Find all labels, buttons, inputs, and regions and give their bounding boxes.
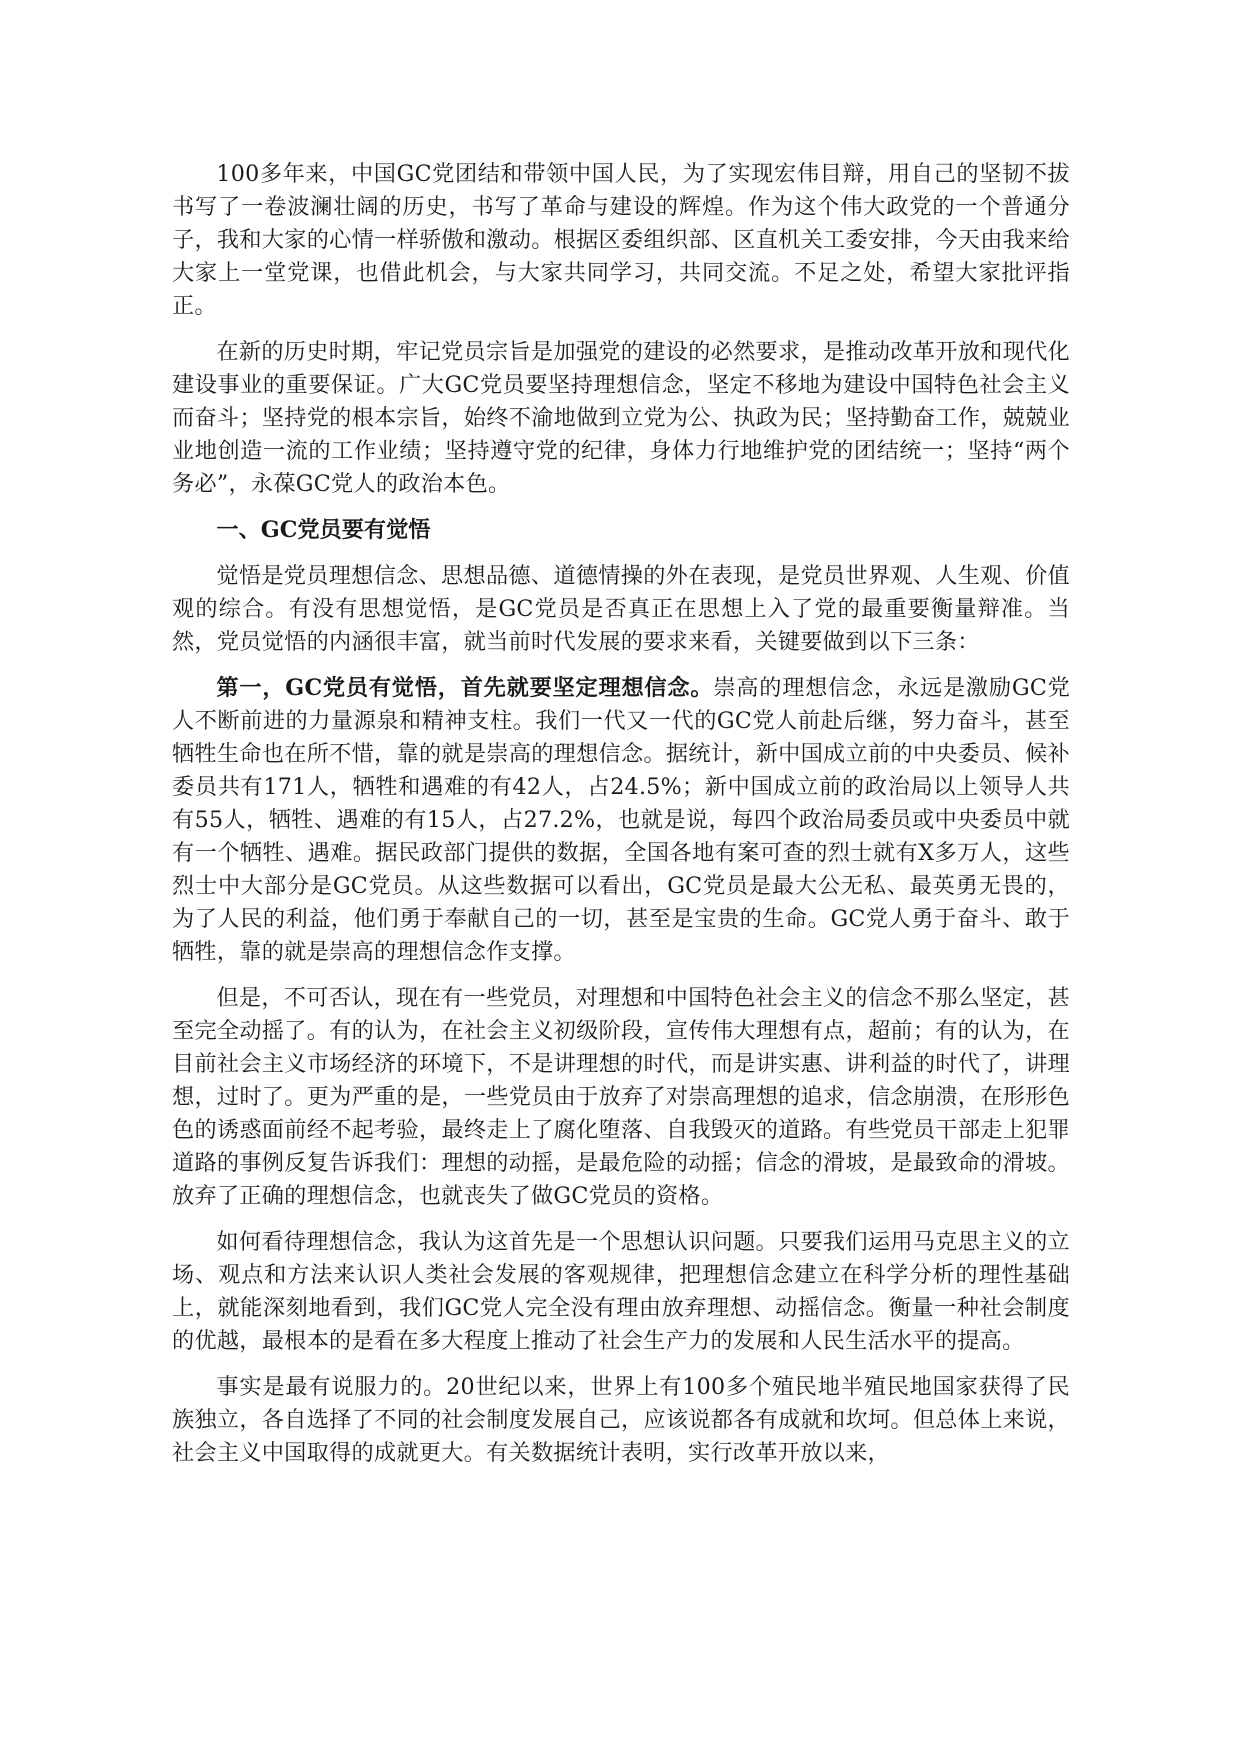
wavering-paragraph: 但是，不可否认，现在有一些党员，对理想和中国特色社会主义的信念不那么坚定，甚至完全动摇了。有的认为，在社会主义初级阶段，宣传伟大理想有点，超前；有的认为，在目前社会主义市场经济的环境下，不是讲理想的时代，而是讲实惠、讲利益的时代了，讲理想，过时了。更为严重的是，一些党员由于放弃了对崇高理想的追求，信念崩溃，在形形色色的诱惑面前经不起考验，最终走上了腐化堕落、自我毁灭的道路。有些党员干部走上犯罪道路的事例反复告诉我们：理想的动摇，是最危险的动摇；信念的滑坡，是最致命的滑坡。放弃了正确的理想信念，也就丧失了做GC党员的资格。: [172, 985, 1070, 1209]
facts-paragraph: 事实是最有说服力的。20世纪以来，世界上有100多个殖民地半殖民地国家获得了民族独立，各自选择了不同的社会制度发展自己，应该说都各有成就和坎坷。但总体上来说，社会主义中国取得的成就更大。有关数据统计表明，实行改革开放以来，: [172, 1374, 1070, 1466]
intro-paragraph: 100多年来，中国GC党团结和带领中国人民，为了实现宏伟目辩，用自己的坚韧不拔书写了一卷波澜壮阔的历史，书写了革命与建设的辉煌。作为这个伟大政党的一个普通分子，我和大家的心情一样骄傲和激动。根据区委组织部、区直机关工委安排，今天由我来给大家上一堂党课，也借此机会，与大家共同学习，共同交流。不足之处，希望大家批评指正。: [172, 161, 1070, 319]
point-one-lead: 第一，GC党员有觉悟，首先就要坚定理想信念。: [216, 675, 714, 701]
section-intro-paragraph: 觉悟是党员理想信念、思想品德、道德情操的外在表现，是党员世界观、人生观、价值观的综合。有没有思想觉悟，是GC党员是否真正在思想上入了党的最重要衡量辩准。当然，党员觉悟的内涵很丰富，就当前时代发展的要求来看，关键要做到以下三条：: [172, 563, 1070, 655]
purpose-paragraph: 在新的历史时期，牢记党员宗旨是加强党的建设的必然要求，是推动改革开放和现代化建设事业的重要保证。广大GC党员要坚持理想信念，坚定不移地为建设中国特色社会主义而奋斗；坚持党的根本宗旨，始终不渝地做到立党为公、执政为民；坚持勤奋工作，兢兢业业地创造一流的工作业绩；坚持遵守党的纪律，身体力行地维护党的团结统一；坚持“两个务必”，永葆GC党人的政治本色。: [172, 339, 1070, 497]
document-page: [172, 158, 1070, 1483]
section-heading: 一、GC党员要有觉悟: [216, 517, 431, 543]
point-one-body: 崇高的理想信念，永远是激励GC党人不断前进的力量源泉和精神支柱。我们一代又一代的GC党人前赴后继，努力奋斗，甚至牺牲生命也在所不惜，靠的就是崇高的理想信念。据统计，新中国成立前的中央委员、候补委员共有171人，牺牲和遇难的有42人，占24.5%；新中国成立前的政治局以上领导人共有55人，牺牲、遇难的有15人，占27.2%，也就是说，每四个政治局委员或中央委员中就有一个牺牲、遇难。据民政部门提供的数据，全国各地有案可查的烈士就有X多万人，这些烈士中大部分是GC党员。从这些数据可以看出，GC党员是最大公无私、最英勇无畏的，为了人民的利益，他们勇于奉献自己的一切，甚至是宝贵的生命。GC党人勇于奋斗、敢于牺牲，靠的就是崇高的理想信念作支撑。: [172, 675, 1071, 965]
understanding-paragraph: 如何看待理想信念，我认为这首先是一个思想认识问题。只要我们运用马克思主义的立场、观点和方法来认识人类社会发展的客观规律，把理想信念建立在科学分析的理性基础上，就能深刻地看到，我们GC党人完全没有理由放弃理想、动摇信念。衡量一种社会制度的优越，最根本的是看在多大程度上推动了社会生产力的发展和人民生活水平的提高。: [172, 1229, 1070, 1354]
point-one-paragraph: [172, 672, 1070, 969]
